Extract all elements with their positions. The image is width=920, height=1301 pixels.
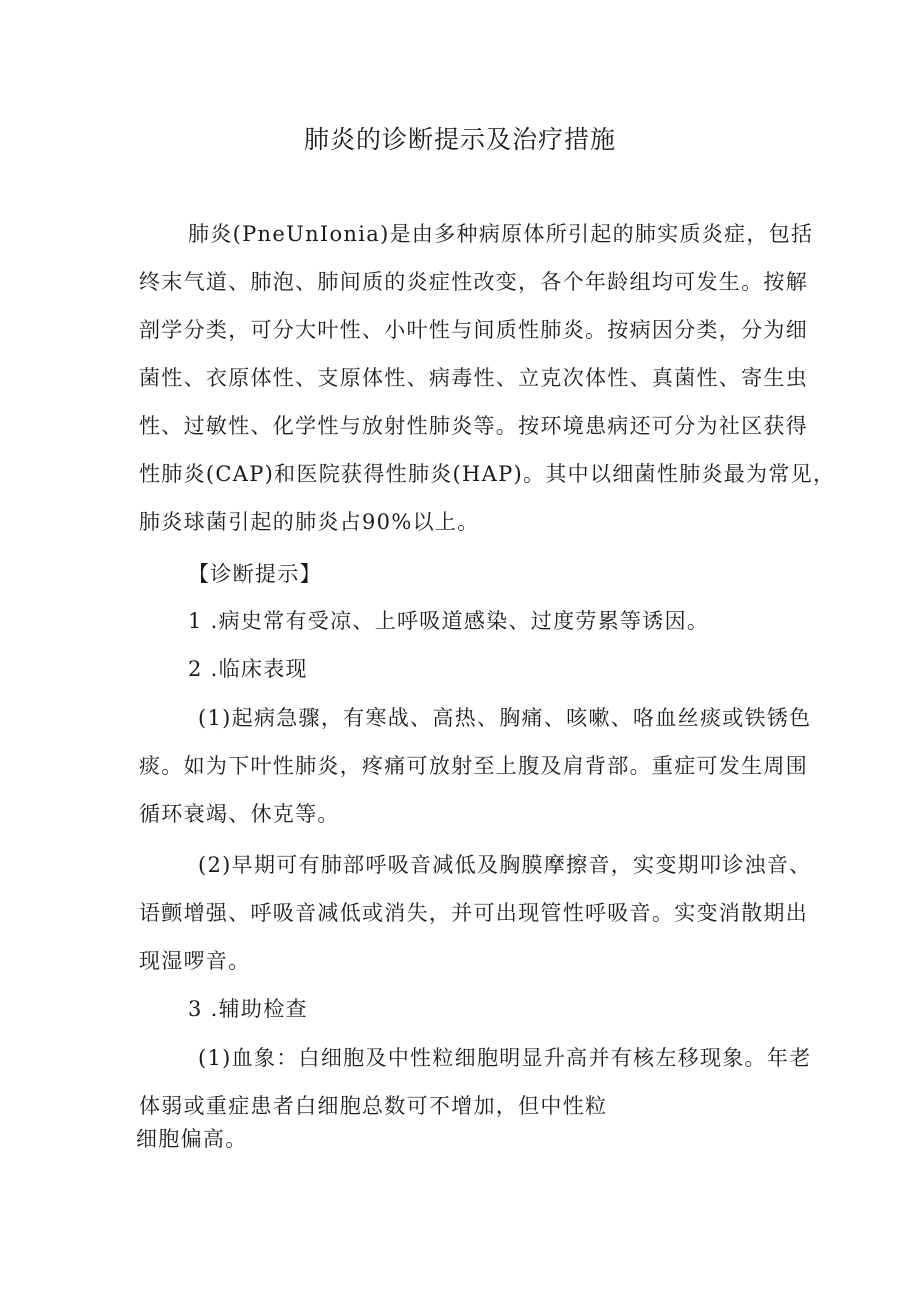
item-3-p1-line-3: 细胞偏高。 <box>136 1127 248 1151</box>
intro-line-6: 性肺炎(CAP)和医院获得性肺炎(HAP)。其中以细菌性肺炎最为常见， <box>139 462 836 486</box>
intro-line-3: 剖学分类，可分大叶性、小叶性与间质性肺炎。按病因分类，分为细 <box>139 318 808 342</box>
intro-line-5: 性、过敏性、化学性与放射性肺炎等。按环境患病还可分为社区获得 <box>139 414 808 438</box>
intro-line-7: 肺炎球菌引起的肺炎占90%以上。 <box>139 510 480 534</box>
item-3-p1-line-2: 体弱或重症患者白细胞总数可不增加，但中性粒 <box>139 1094 608 1118</box>
intro-line-1: 肺炎(PneUnIonia)是由多种病原体所引起的肺实质炎症，包括 <box>188 222 814 246</box>
intro-line-2: 终末气道、肺泡、肺间质的炎症性改变，各个年龄组均可发生。按解 <box>139 270 808 294</box>
item-1: 1 .病史常有受凉、上呼吸道感染、过度劳累等诱因。 <box>188 609 710 633</box>
intro-line-4: 菌性、衣原体性、支原体性、病毒性、立克次体性、真菌性、寄生虫 <box>139 366 808 390</box>
section-heading: 【诊断提示】 <box>188 562 322 586</box>
item-2-p1-line-1: (1)起病急骤，有寒战、高热、胸痛、咳嗽、咯血丝痰或铁锈色 <box>198 706 812 730</box>
item-2-p2-line-3: 现湿啰音。 <box>139 949 251 973</box>
item-2-p2-line-2: 语颤增强、呼吸音减低或消失，并可出现管性呼吸音。实变消散期出 <box>139 901 808 925</box>
item-3-p1-line-1: (1)血象：白细胞及中性粒细胞明显升高并有核左移现象。年老 <box>198 1046 812 1070</box>
item-2-p2-line-1: (2)早期可有肺部呼吸音减低及胸膜摩擦音，实变期叩诊浊音、 <box>198 853 812 877</box>
item-3-heading: 3 .辅助检查 <box>188 997 308 1021</box>
item-2-heading: 2 .临床表现 <box>188 657 308 681</box>
item-2-p1-line-2: 痰。如为下叶性肺炎，疼痛可放射至上腹及肩背部。重症可发生周围 <box>139 754 808 778</box>
document-title: 肺炎的诊断提示及治疗措施 <box>303 125 616 154</box>
item-2-p1-line-3: 循环衰竭、休克等。 <box>139 802 340 826</box>
